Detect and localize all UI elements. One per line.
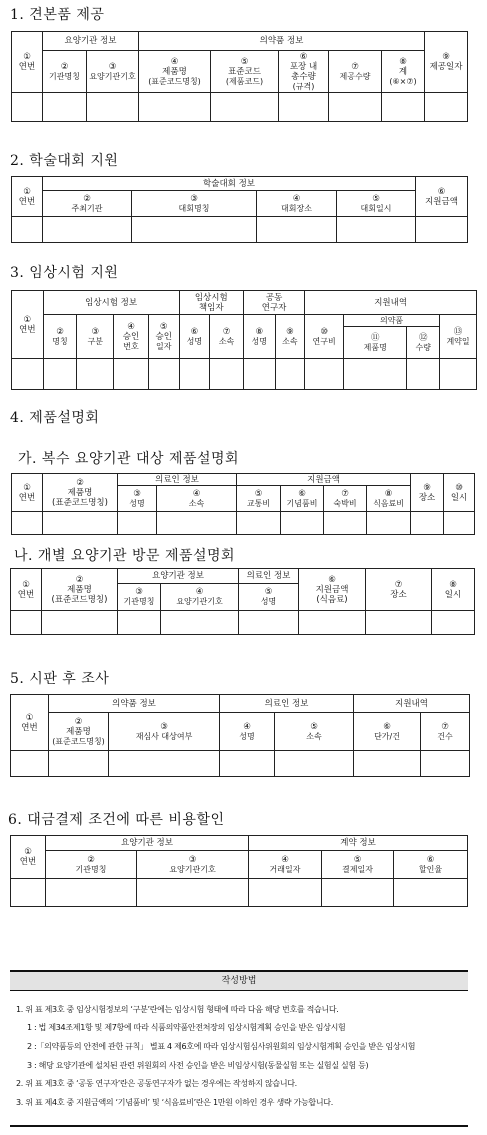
col-affiliation: ⑤ 소속 bbox=[275, 713, 354, 751]
col-date: ⑤ 대회일시 bbox=[337, 191, 416, 217]
col-provide-qty: ⑦ 제공수량 bbox=[329, 51, 382, 93]
group-contract-info: 계약 정보 bbox=[249, 836, 468, 851]
col-name: ② 명칭 bbox=[43, 315, 77, 359]
table-row bbox=[11, 751, 470, 777]
col-souvenir: ⑥ 기념품비 bbox=[281, 486, 324, 512]
col-product-name: ② 제품명 (표준코드명칭) bbox=[43, 474, 118, 512]
col-pi-affiliation: ⑦ 소속 bbox=[210, 315, 244, 359]
col-institution-code: ③ 요양기관기호 bbox=[137, 851, 249, 879]
group-principal-investigator: 임상시험 책임자 bbox=[179, 291, 243, 315]
col-transaction-date: ④ 거래일자 bbox=[249, 851, 322, 879]
col-payment-date: ⑤ 결제일자 bbox=[322, 851, 394, 879]
col-institution-name: ③ 기관명칭 bbox=[118, 584, 161, 611]
col-host: ② 주최기관 bbox=[43, 191, 132, 217]
instruction-1-item-3: 3 : 해당 요양기관에 설치된 관련 위원회의 사전 승인을 받은 비임상시험(동물실험 또는 실험실 실험 등) bbox=[27, 1061, 369, 1070]
group-support-amount: 지원금액 bbox=[237, 474, 411, 486]
col-total: ⑧ 계 (⑥×⑦) bbox=[382, 51, 425, 93]
section-3-title: 3. 임상시험 지원 bbox=[10, 265, 119, 281]
table-row bbox=[12, 512, 475, 535]
group-conference-info: 학술대회 정보 bbox=[43, 177, 416, 191]
individual-visit-briefing-table bbox=[10, 568, 475, 635]
instructions-heading: 작성방법 bbox=[10, 970, 468, 991]
col-provide-date: ⑨ 제공일자 bbox=[425, 32, 468, 93]
instructions-box bbox=[10, 970, 468, 991]
section-4b-title: 나. 개별 요양기관 방문 제품설명회 bbox=[14, 548, 236, 564]
table-row bbox=[12, 359, 477, 390]
table-row bbox=[12, 93, 468, 122]
group-org-info: 요양기관 정보 bbox=[118, 569, 239, 584]
col-research-fund: ⑩ 연구비 bbox=[305, 315, 344, 359]
group-org-info: 요양기관 정보 bbox=[46, 836, 249, 851]
group-trial-info: 임상시험 정보 bbox=[43, 291, 179, 315]
clinical-trial-table bbox=[11, 290, 477, 390]
col-pi-name: ⑥ 성명 bbox=[179, 315, 210, 359]
conference-support-table bbox=[11, 176, 468, 243]
section-2-title: 2. 학술대회 지원 bbox=[10, 153, 119, 169]
col-conference-name: ③ 대회명칭 bbox=[132, 191, 257, 217]
instruction-1: 1. 위 표 제3호 중 임상시험정보의 ‘구분’란에는 임상시험 형태에 따라 다음 해당 번호를 적습니다. bbox=[16, 1005, 339, 1014]
col-quantity: ⑫ 수량 bbox=[407, 327, 440, 359]
col-seq: ① 연번 bbox=[12, 291, 44, 359]
instruction-1-item-1: 1 : 법 제34조제1항 및 제7항에 따라 식품의약품안전처장의 임상시험계획 승인을 받은 임상시험 bbox=[27, 1023, 346, 1032]
instruction-2: 2. 위 표 제3호 중 ‘공동 연구자’란은 공동연구자가 없는 경우에는 작성하지 않습니다. bbox=[16, 1079, 297, 1088]
bottom-rule bbox=[10, 1125, 468, 1127]
col-contract-date: ⑬ 계약일 bbox=[440, 315, 477, 359]
col-support-amount: ⑥ 지원금액 bbox=[416, 177, 468, 217]
col-product-name: ② 제품명 (표준코드명칭) bbox=[49, 713, 109, 751]
col-institution-code: ③ 요양기관기호 bbox=[87, 51, 139, 93]
instruction-3: 3. 위 표 제4호 중 지원금액의 ‘기념품비’ 및 ‘식음료비’란은 1만원 이하인 경우 생략 가능합니다. bbox=[16, 1098, 333, 1107]
col-co-affiliation: ⑨ 소속 bbox=[275, 315, 305, 359]
col-seq: ① 연번 bbox=[12, 177, 43, 217]
section-1-title: 1. 견본품 제공 bbox=[10, 7, 105, 23]
group-person-info: 의료인 정보 bbox=[220, 695, 354, 713]
col-unit-price: ⑥ 단가/건 bbox=[354, 713, 421, 751]
table-row bbox=[11, 879, 468, 907]
col-lodging: ⑦ 숙박비 bbox=[324, 486, 367, 512]
col-affiliation: ④ 소속 bbox=[157, 486, 237, 512]
col-type: ③ 구분 bbox=[77, 315, 114, 359]
col-person-name: ③ 성명 bbox=[118, 486, 157, 512]
col-co-name: ⑧ 성명 bbox=[243, 315, 275, 359]
col-institution-name: ② 기관명칭 bbox=[43, 51, 87, 93]
group-person-info: 의료인 정보 bbox=[239, 569, 299, 584]
post-marketing-survey-table bbox=[10, 694, 470, 777]
col-person-name: ⑤ 성명 bbox=[239, 584, 299, 611]
col-seq: ① 연번 bbox=[12, 32, 43, 93]
section-6-title: 6. 대금결제 조건에 따른 비용할인 bbox=[8, 812, 225, 828]
col-person-name: ④ 성명 bbox=[220, 713, 275, 751]
col-reexam-target: ③ 재심사 대상여부 bbox=[109, 713, 220, 751]
table-row bbox=[11, 611, 475, 635]
group-drug-info: 의약품 정보 bbox=[49, 695, 220, 713]
payment-discount-table bbox=[10, 835, 468, 907]
group-support-details: 지원내역 bbox=[305, 291, 477, 315]
sample-provision-table bbox=[11, 31, 468, 122]
group-org-info: 요양기관 정보 bbox=[43, 32, 139, 51]
col-datetime: ⑧ 일시 bbox=[432, 569, 475, 611]
col-seq: ① 연번 bbox=[11, 569, 42, 611]
col-discount-rate: ⑥ 할인율 bbox=[394, 851, 468, 879]
col-venue: ⑨ 장소 bbox=[411, 474, 444, 512]
multi-institution-briefing-table bbox=[11, 473, 475, 535]
section-4a-title: 가. 복수 요양기관 대상 제품설명회 bbox=[18, 451, 240, 467]
col-approval-no: ④ 승인 번호 bbox=[114, 315, 149, 359]
instruction-1-item-2: 2 :「의약품등의 안전에 관한 규칙」 별표 4 제6호에 따라 임상시험심사위원회의 임상시험계획 승인을 받은 임상시험 bbox=[27, 1042, 416, 1051]
group-co-investigator: 공동 연구자 bbox=[243, 291, 304, 315]
col-venue: ⑦ 장소 bbox=[366, 569, 432, 611]
section-4-title: 4. 제품설명회 bbox=[10, 410, 100, 426]
col-count: ⑦ 건수 bbox=[421, 713, 470, 751]
col-institution-code: ④ 요양기관기호 bbox=[161, 584, 239, 611]
section-5-title: 5. 시판 후 조사 bbox=[10, 671, 110, 687]
col-datetime: ⑩ 일시 bbox=[444, 474, 475, 512]
col-transport: ⑤ 교통비 bbox=[237, 486, 281, 512]
col-seq: ① 연번 bbox=[11, 695, 49, 751]
col-support-amount: ⑥ 지원금액 (식음료) bbox=[299, 569, 366, 611]
col-seq: ① 연번 bbox=[12, 474, 43, 512]
col-seq: ① 연번 bbox=[11, 836, 46, 879]
group-support-details: 지원내역 bbox=[354, 695, 470, 713]
group-person-info: 의료인 정보 bbox=[118, 474, 237, 486]
col-approval-date: ⑤ 승인 일자 bbox=[148, 315, 179, 359]
col-product-name: ② 제품명 (표준코드명칭) bbox=[42, 569, 118, 611]
col-venue: ④ 대회장소 bbox=[257, 191, 337, 217]
col-package-qty: ⑥ 포장 내 총수량 (규격) bbox=[279, 51, 329, 93]
col-product-name: ④ 제품명 (표준코드명칭) bbox=[139, 51, 211, 93]
col-product-name: ⑪ 제품명 bbox=[344, 327, 407, 359]
col-institution-name: ② 기관명칭 bbox=[46, 851, 137, 879]
table-row bbox=[12, 217, 468, 243]
group-drug-info: 의약품 정보 bbox=[139, 32, 425, 51]
col-standard-code: ⑤ 표준코드 (제품코드) bbox=[211, 51, 279, 93]
col-food: ⑧ 식음료비 bbox=[367, 486, 411, 512]
group-drug: 의약품 bbox=[344, 315, 440, 327]
